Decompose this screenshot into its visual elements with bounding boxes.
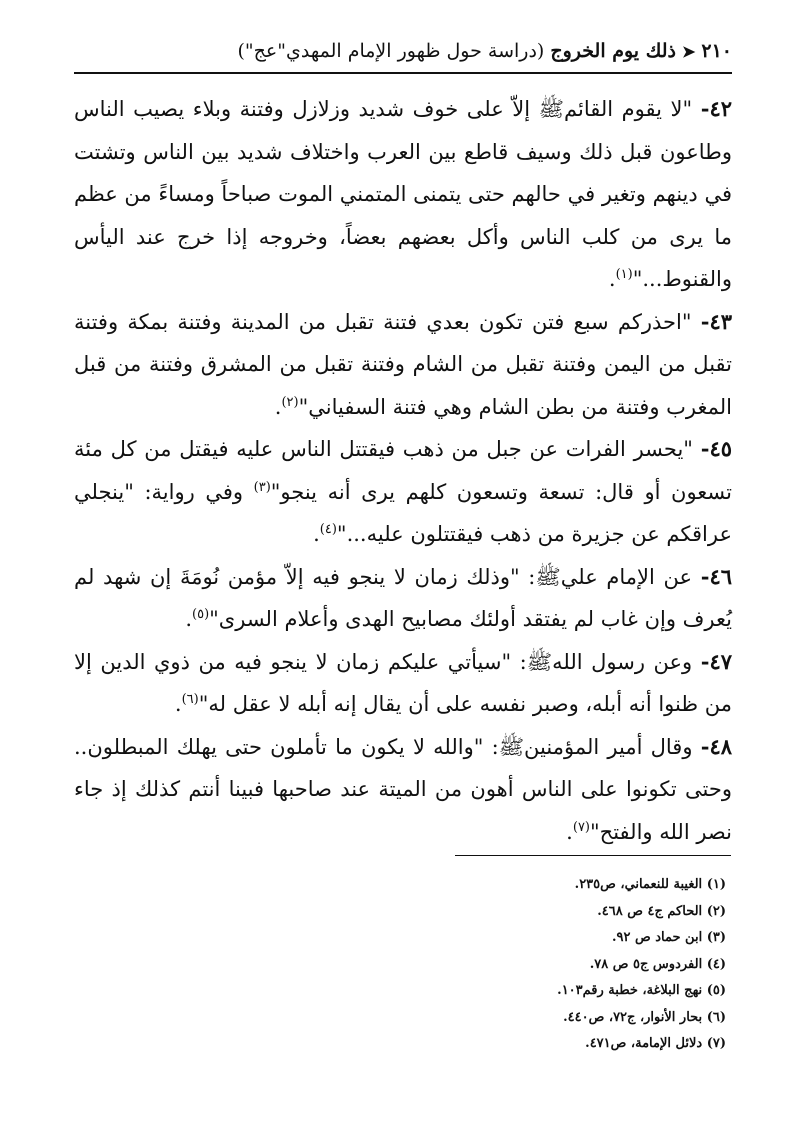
hadith-number: ٤٢- bbox=[700, 96, 732, 121]
footnote-mark[interactable]: (٥) bbox=[192, 607, 210, 622]
hadith-paragraph bbox=[74, 641, 732, 726]
footnote-item: (٣) ابن حماد ص ٩٢. bbox=[611, 930, 726, 945]
footnote-mark[interactable]: (٧) bbox=[572, 819, 590, 835]
running-header bbox=[74, 30, 732, 74]
page-number: ٢١٠ bbox=[701, 40, 732, 62]
footnote-item: (١) الغيبة للنعماني، ص٢٣٥. bbox=[574, 877, 726, 892]
hadith-number: ٤٧- bbox=[700, 648, 732, 674]
hadith-end: . bbox=[185, 607, 192, 631]
footnote-item: (٤) الفردوس ج٥ ص ٧٨. bbox=[589, 956, 726, 972]
hadith-text: وعن رسول اللهﷺ: "سيأتي عليكم زمان لا ينجو فيه من ذوي الدين إلا من ظنوا أنه أبله، وصبر نفسه على أن يقال إنه أبله لا عقل له" bbox=[74, 649, 732, 716]
hadith-paragraph bbox=[74, 726, 732, 854]
main-text bbox=[74, 88, 732, 853]
hadith-end: . bbox=[174, 692, 182, 716]
arrow-icon: ➤ bbox=[681, 41, 696, 61]
hadith-paragraph bbox=[74, 556, 732, 641]
hadith-end: . bbox=[313, 522, 320, 546]
footnote-mark[interactable]: (١) bbox=[615, 267, 633, 282]
hadith-number: ٤٣- bbox=[700, 308, 732, 334]
hadith-number: ٤٨- bbox=[700, 733, 732, 759]
footnotes-list bbox=[346, 872, 726, 1058]
hadith-paragraph bbox=[74, 88, 732, 301]
book-subtitle: (دراسة حول ظهور الإمام المهدي"عج") bbox=[237, 40, 545, 62]
footnote-item: (٦) بحار الأنوار، ج٧٢، ص٤٤٠. bbox=[563, 1009, 726, 1025]
hadith-text-continued: وفي رواية: "ينجلي عراقكم عن جزيرة من ذهب فيقتتلون عليه..." bbox=[74, 479, 732, 546]
hadith-text: "احذركم سبع فتن تكون بعدي فتنة تقبل من المدينة وفتنة بمكة وفتنة تقبل من اليمن وفتنة تقبل من الشام وفتنة تقبل من المشرق وفتنة من قبل المغرب وفتنة من بطن الشام وهي فتنة السفياني" bbox=[74, 309, 732, 419]
hadith-number: ٤٦- bbox=[700, 563, 732, 589]
book-title: ذلك يوم الخروج bbox=[550, 40, 676, 62]
footnote-divider bbox=[455, 855, 731, 856]
footnote-mark[interactable]: (٤) bbox=[319, 522, 337, 537]
hadith-paragraph bbox=[74, 301, 732, 429]
hadith-text: عن الإمام عليﷺ: "وذلك زمان لا ينجو فيه إلاّ مؤمن نُومَةَ إن شهد لم يُعرف وإن غاب لم يفتقد أولئك مصابيح الهدى وأعلام السرى" bbox=[74, 564, 732, 631]
hadith-text: وقال أمير المؤمنينﷺ: "والله لا يكون ما تأملون حتى يهلك المبطلون.. وحتى تكونوا على الناس أهون من الميتة عند صاحبها فبينا أنتم كذلك إذ جاء نصر الله والفتح" bbox=[74, 734, 732, 844]
hadith-end: . bbox=[566, 819, 573, 844]
hadith-number: ٤٥- bbox=[700, 436, 732, 461]
footnote-mark[interactable]: (٦) bbox=[181, 692, 199, 707]
footnote-item: (٧) دلائل الإمامة، ص٤٧١. bbox=[585, 1036, 726, 1051]
footnote-item: (٢) الحاكم ج٤ ص ٤٦٨. bbox=[597, 903, 726, 919]
footnote-mark[interactable]: (٣) bbox=[253, 479, 271, 495]
footnote-mark[interactable]: (٢) bbox=[281, 394, 299, 410]
hadith-end: . bbox=[608, 267, 616, 291]
hadith-text: "يحسر الفرات عن جبل من ذهب فيقتتل الناس عليه فيقتل من كل مئة تسعون أو قال: تسعة وتسعون كلهم يرى أنه ينجو" bbox=[74, 437, 733, 504]
footnote-item: (٥) نهج البلاغة، خطبة رقم١٠٣. bbox=[557, 983, 726, 998]
hadith-end: . bbox=[274, 394, 282, 419]
hadith-text: "لا يقوم القائمﷺ إلاّ على خوف شديد وزلازل وفتنة وبلاء يصيب الناس وطاعون قبل ذلك وسيف قاطع بين العرب واختلاف شديد بين الناس وتشتت في دينهم وتغير في حالهم حتى يتمنى المتمني الموت صباحاً ومساءً من عظم ما يرى من كلب الناس وأكل بعضهم بعضاً، وخروجه إذا خرج عند اليأس والقنوط..." bbox=[74, 97, 732, 291]
hadith-paragraph bbox=[74, 428, 732, 556]
